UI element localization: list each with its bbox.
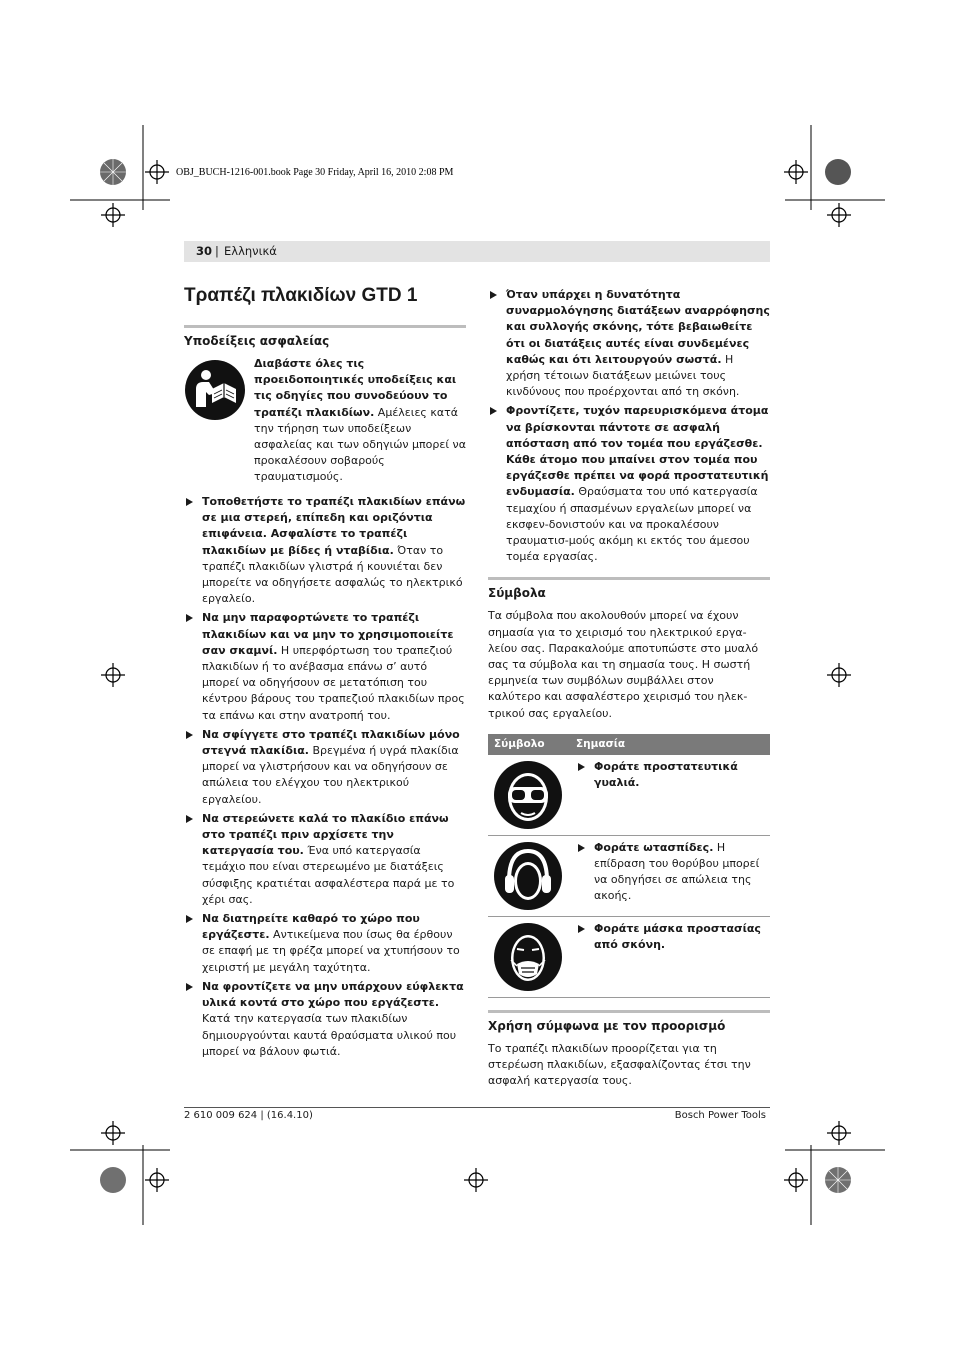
page-title: Τραπέζι πλακιδίων GTD 1 — [184, 285, 418, 306]
list-item — [184, 494, 466, 607]
symbol-cell — [488, 916, 570, 997]
meaning-text: Η επίδραση του θορύβου μπορεί να οδηγήσει σε απώλεια της ακοής. — [594, 840, 760, 903]
safety-list-right — [488, 287, 770, 565]
item-text: Θραύσματα του υπό κατεργασία τεμαχίου ή σπασμένων εργαλείων μπορεί να εκσφεν-δονιστούν και να προκαλέσουν τραυματισ-μούς ακόμη κι εκτός του άμεσου τομέα εργασίας. — [506, 485, 758, 564]
bullet-arrow-icon — [186, 815, 193, 823]
read-instructions-text — [254, 356, 466, 486]
footer-brand: Bosch Power Tools — [674, 1110, 766, 1121]
bullet-arrow-icon — [490, 407, 497, 415]
page-number: 30 — [196, 244, 213, 258]
meaning-cell — [570, 916, 770, 997]
intended-use-heading: Χρήση σύμφωνα με τον προορισμό — [488, 1010, 770, 1035]
page-header-bar — [184, 241, 770, 262]
right-column — [488, 287, 770, 1089]
footer-divider — [184, 1107, 770, 1108]
item-text: Ένα υπό κατεργασία τεμάχιο που είναι στερεωμένο με διατάξεις σύσφιξης κρατιέται ασφαλέστερα παρά με το χέρι σας. — [202, 844, 455, 906]
read-manual-icon — [184, 359, 246, 421]
table-row — [488, 755, 770, 836]
footer-doc-number: 2 610 009 624 | (16.4.10) — [184, 1110, 313, 1121]
header-language: Ελληνικά — [224, 244, 277, 258]
bullet-arrow-icon — [186, 915, 193, 923]
intro-text: Αμέλειες κατά την τήρηση των υποδείξεων ασφαλείας και των οδηγιών μπορεί να προκαλέσουν σοβαρούς τραυματισμούς. — [254, 405, 466, 484]
intended-use-text: Το τραπέζι πλακιδίων προορίζεται για τη στερέωση πλακιδίων, εξασφαλίζοντας έτσι την ασφαλή κατεργασία τους. — [488, 1041, 751, 1088]
table-header-row — [488, 734, 770, 755]
read-instructions-block — [184, 356, 466, 486]
intro-bold: Διαβάστε όλες τις προειδοποιητικές υποδείξεις και τις οδηγίες που συνοδεύουν το τραπέζι πλακιδίων. — [254, 357, 457, 419]
list-item — [184, 610, 466, 723]
item-text: Αντικείμενα που ίσως θα έρθουν σε επαφή με τη φρέζα μπορεί να χτυπήσουν το χειριστή με μεγάλη ταχύτητα. — [202, 928, 460, 974]
item-bold: Να σφίγγετε στο τραπέζι πλακιδίων μόνο στεγνά πλακίδια. — [202, 727, 460, 758]
item-bold: Τοποθετήστε το τραπέζι πλακιδίων επάνω σε μια στερεή, επίπεδη και οριζόντια επιφάνεια. Ασφαλίστε το τραπέζι πλακιδίων με βίδες ή νταβίδια. — [202, 495, 466, 557]
symbols-table — [488, 734, 770, 998]
item-text: Βρεγμένα ή υγρά πλακίδια μπορεί να γλιστρήσουν και να οδηγήσουν σε απώλεια του ελέγχου του ηλεκτρικού εργαλείου. — [202, 744, 459, 806]
safety-heading: Υποδείξεις ασφαλείας — [184, 325, 466, 350]
header-separator: | — [215, 244, 219, 258]
safety-list-left — [184, 494, 466, 1060]
item-text: Κατά την κατεργασία των πλακιδίων δημιουργούνται καυτά θραύσματα υλικού που μπορεί να βάλουν φωτιά. — [202, 1012, 457, 1058]
bullet-arrow-icon — [186, 614, 193, 622]
list-item — [488, 403, 770, 565]
meaning-cell — [570, 755, 770, 836]
col-meaning-header: Σημασία — [570, 734, 770, 755]
meaning-bold: Φοράτε προστατευτικά γυαλιά. — [594, 759, 738, 790]
meaning-bold: Φοράτε ωτασπίδες. — [594, 840, 714, 854]
bullet-arrow-icon — [578, 925, 585, 933]
list-item — [488, 287, 770, 400]
meaning-cell — [570, 835, 770, 916]
bullet-arrow-icon — [186, 731, 193, 739]
bullet-arrow-icon — [578, 763, 585, 771]
symbol-cell — [488, 755, 570, 836]
symbols-intro: Τα σύμβολα που ακολουθούν μπορεί να έχουν σημασία για το χειρισμό του ηλεκτρικού εργα-λείου σας. Παρακαλούμε αποτυπώστε στο μυαλό σας τα σύμβολα και τη σημασία τους. Η σωστή ερμηνεία των συμβόλων συμβάλλει στον καλύτερο και ασφαλέστερο χειρισμό του ηλεκ-τρικού σας εργαλείου. — [488, 609, 759, 720]
item-text: Η χρήση τέτοιων διατάξεων μειώνει τους κινδύνους που προέρχονται από τη σκόνη. — [506, 352, 740, 399]
file-header: OBJ_BUCH-1216-001.book Page 30 Friday, April 16, 2010 2:08 PM — [176, 167, 454, 178]
item-bold: Να στερεώνετε καλά το πλακίδιο επάνω στο τραπέζι πριν αρχίσετε την κατεργασία του. — [202, 811, 449, 858]
left-column — [184, 283, 466, 1063]
ear-protection-icon — [493, 841, 563, 911]
list-item — [184, 811, 466, 908]
table-row — [488, 916, 770, 997]
bullet-arrow-icon — [186, 983, 193, 991]
symbol-cell — [488, 835, 570, 916]
meaning-bold: Φοράτε μάσκα προστασίας από σκόνη. — [594, 921, 761, 952]
bullet-arrow-icon — [186, 498, 193, 506]
item-bold: Να φροντίζετε να μην υπάρχουν εύφλεκτα υλικά κοντά στο χώρο που εργάζεστε. — [202, 979, 464, 1010]
item-bold: Να μην παραφορτώνετε το τραπέζι πλακιδίων και να μην το χρησιμοποιείτε σαν σκαμνί. — [202, 611, 454, 657]
item-text: Όταν το τραπέζι πλακιδίων γλιστρά ή κουνιέται δεν μπορείτε να οδηγήσετε ασφαλώς το ηλεκτρικό εργαλείο. — [202, 543, 463, 606]
item-bold: Να διατηρείτε καθαρό το χώρο που εργάζεστε. — [202, 912, 420, 942]
dust-mask-icon — [493, 922, 563, 992]
list-item — [184, 979, 466, 1060]
item-text: Η υπερφόρτωση του τραπεζιού πλακιδίων ή το ανέβασμα επάνω σ’ αυτό μπορεί να οδηγήσουν σε μετατόπιση του κέντρου βάρους του τραπεζιού πλακιδίων προς τα επάνω και στην ανατροπή του. — [202, 643, 465, 722]
bullet-arrow-icon — [490, 291, 497, 299]
item-bold: Όταν υπάρχει η δυνατότητα συναρμολόγησης διατάξεων αναρρόφησης και συλλογής σκόνης, τότε βεβαιωθείτε ότι οι διατάξεις αυτές είναι συνδεμένες καθώς και ότι λειτουργούν σωστά. — [506, 288, 770, 366]
symbols-heading: Σύμβολα — [488, 577, 770, 602]
list-item — [184, 911, 466, 976]
list-item — [184, 727, 466, 808]
safety-goggles-icon — [493, 760, 563, 830]
col-symbol-header: Σύμβολο — [488, 734, 570, 755]
item-bold: Φροντίζετε, τυχόν παρευρισκόμενα άτομα να βρίσκονται πάντοτε σε ασφαλή απόσταση από τον τομέα που εργάζεσθε. Κάθε άτομο που μπαίνει στον τομέα που εργάζεσθε πρέπει να φορά προστατευτική ενδυμασία. — [506, 404, 769, 499]
bullet-arrow-icon — [578, 844, 585, 852]
table-row — [488, 835, 770, 916]
